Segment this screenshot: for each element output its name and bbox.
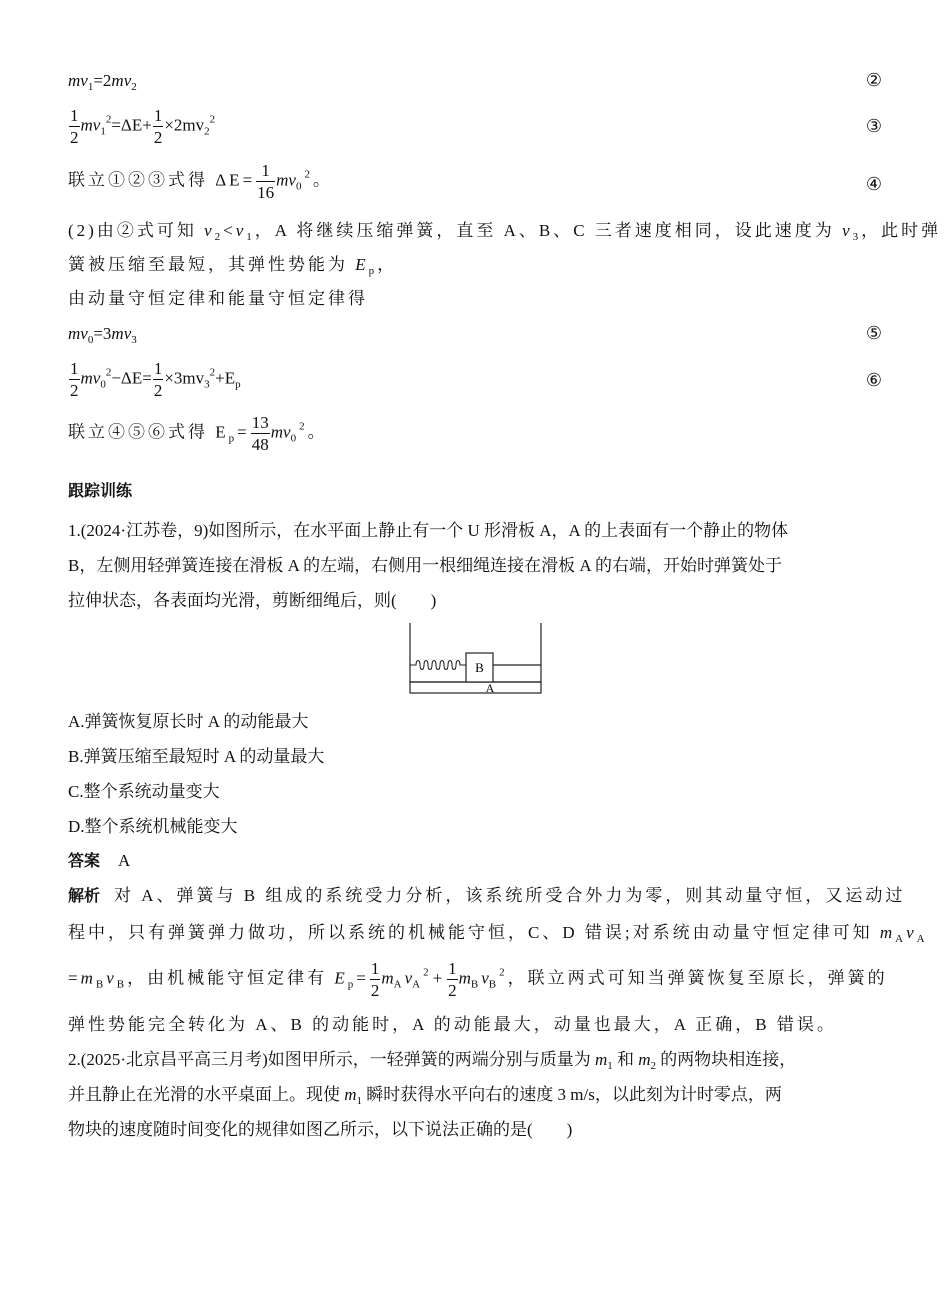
var: m [344,1085,357,1104]
term: ×3mv [164,368,205,388]
text: 联立①②③式得 ΔE= [68,170,256,190]
text: 的两物块相连接， [656,1050,797,1069]
numerator: 1 [153,359,163,378]
text: 联立④⑤⑥式得 E [68,422,229,442]
q1-stem-line3: 拉伸状态，各表面均光滑，剪断细绳后，则( ) [68,591,437,610]
var: v [842,221,853,240]
eq2-sub: 1 [87,81,94,93]
sub: 2 [214,231,224,243]
sub: p [368,265,378,277]
q1-analysis-line4: 弹性势能完全转化为 A、B 的动能时，A 的动能最大，动量也最大，A 正确，B 错误。 [68,1015,837,1034]
denominator: 2 [153,128,163,147]
sup: 2 [105,113,112,126]
term: mv [80,115,101,135]
sub: 3 [204,378,210,391]
section-title: 跟踪训练 [68,481,133,500]
denominator: 2 [70,128,79,147]
eq2-v: v [80,71,88,90]
q1-stem-line2: B，左侧用轻弹簧连接在滑板 A 的左端，右侧用一根细绳连接在滑板 A 的右端，开始时弹簧处于 [68,556,783,575]
q2-stem-line1 [68,1051,796,1072]
numerator: 1 [70,359,79,378]
text: 。 [312,170,333,190]
eq-sign: =ΔE+ [111,115,152,135]
sub: 0 [100,378,106,391]
eq2-m: m [68,71,81,90]
var: v [204,221,215,240]
equation-number-5: ⑤ [865,323,883,343]
denominator: 48 [251,435,269,454]
sub: 1 [607,1060,613,1072]
q1-analysis-line2 [68,924,928,945]
sub: B [116,978,128,991]
var: v [906,923,917,942]
denominator: 2 [448,981,457,1000]
equation-3 [68,107,215,146]
q1-analysis-line3 [68,960,888,999]
term: mv [68,324,88,343]
text: < [223,221,236,240]
fraction [153,107,164,146]
numerator: 1 [448,959,457,978]
equation-4 [68,162,333,201]
equation-2 [68,72,137,93]
sub: p [228,432,238,445]
sub: 1 [356,1095,363,1107]
term: mv [276,170,296,190]
q2-stem-line3: 物块的速度随时间变化的规律如图乙所示，以下说法正确的是( ) [68,1120,573,1139]
var: m [594,1050,608,1069]
q1-figure [400,620,550,700]
spring-icon [410,661,466,670]
eq-sign: −ΔE= [111,368,152,388]
eq2-rsub: 2 [131,81,137,93]
equation-number-4: ④ [865,174,883,194]
sub: 0 [290,432,300,445]
analysis-label: 解析 [68,886,101,905]
var: v [106,968,117,988]
var: m [638,1050,651,1069]
term: mv [111,324,132,343]
part2-line3: 由动量守恒定律和能量守恒定律得 [68,289,368,308]
fraction [69,107,80,146]
var: m [458,968,471,988]
text: (2)由②式可知 [68,221,205,240]
text: 和 [612,1050,639,1069]
q1-analysis-line1 [68,887,905,904]
sub: 0 [295,180,305,193]
equation-7 [68,414,328,453]
term: mv [270,422,291,442]
fraction [251,414,270,453]
sub: 1 [100,125,106,138]
q1-option-a: A.弹簧恢复原长时 A 的动能最大 [68,712,309,731]
sub: B [470,978,482,991]
text: 瞬时获得水平向右的速度 3 m/s，以此刻为计时零点，两 [362,1085,782,1104]
part2-line2 [68,256,397,277]
sub: 1 [246,231,255,243]
q1-answer [68,852,130,869]
sub: 0 [87,334,94,346]
fraction [256,162,275,201]
text: 程中，只有弹簧弹力做功，所以系统的机械能守恒，C、D 错误;对系统由动量守恒定律可知 [68,923,880,942]
var: m [879,923,896,942]
label-a: A [485,681,495,695]
part2-line1 [68,222,941,243]
var: E [334,968,348,988]
sup: 2 [499,966,508,979]
text: 。 [307,422,328,442]
text: ，A 将继续压缩弹簧，直至 A、B、C 三者速度相同，设此速度为 [254,221,843,240]
numerator: 1 [153,106,163,125]
sup: 2 [304,168,313,181]
eq2-eq: =2 [93,71,112,90]
q1-option-c: C.整个系统动量变大 [68,782,220,801]
text: ， [377,255,398,274]
eq2-rv: v [123,71,132,90]
fraction [447,960,458,999]
sub: B [488,978,500,991]
q2-stem-line2 [68,1086,782,1107]
sup: 2 [423,966,432,979]
eq-sign: =3 [93,324,112,343]
text: 2.(2025·北京昌平高三月考)如图甲所示，一轻弹簧的两端分别与质量为 [68,1050,595,1069]
text: ，此时弹 [861,221,942,240]
var: m [80,968,96,988]
sub: A [916,933,928,945]
text: = [68,968,81,988]
sub: 2 [650,1060,657,1072]
fraction [69,360,80,399]
text: ，联立两式可知当弹簧恢复至原长，弹簧的 [507,968,888,988]
label-b: B [475,660,484,675]
sub: 3 [852,231,862,243]
fraction [370,960,381,999]
var: v [235,221,247,240]
sub: p [347,978,357,991]
sub: A [393,978,405,991]
fraction [153,360,164,399]
text: ，由机械能守恒定律有 [127,968,335,988]
numerator: 1 [261,161,270,180]
equation-number-2: ② [865,70,883,90]
var: v [404,968,413,988]
denominator: 2 [70,381,79,400]
denominator: 16 [257,183,275,202]
denominator: 2 [370,981,380,1000]
sup: 2 [209,113,216,126]
sub: A [895,933,907,945]
text: 对 A、弹簧与 B 组成的系统受力分析，该系统所受合外力为零，则其动量守恒，又运动过 [114,886,906,905]
text: + [431,968,447,988]
board-base [410,682,541,693]
sup: 2 [209,366,216,379]
text: 并且静止在光滑的水平桌面上。现使 [68,1085,345,1104]
equation-5 [68,325,137,346]
var: m [381,968,394,988]
sub: B [95,978,107,991]
equation-6 [68,360,241,399]
denominator: 2 [153,381,163,400]
q1-option-b: B.弹簧压缩至最短时 A 的动量最大 [68,747,325,766]
term: +E [215,368,236,388]
sub: p [235,378,241,391]
answer-label: 答案 [68,851,101,870]
sub: 2 [204,125,210,138]
sub: A [412,978,424,991]
eq-sign: = [237,422,250,442]
eq2-rm: m [111,71,124,90]
var: E [355,255,369,274]
equation-number-3: ③ [865,116,883,136]
numerator: 1 [70,106,79,125]
var: v [481,968,489,988]
answer-value: A [118,851,131,870]
sup: 2 [299,420,308,433]
term: mv [80,368,101,388]
text: = [356,968,369,988]
term: ×2mv [164,115,205,135]
sub: 3 [131,334,137,346]
sup: 2 [105,366,112,379]
equation-number-6: ⑥ [865,370,883,390]
q1-option-d: D.整个系统机械能变大 [68,817,238,836]
numerator: 13 [251,413,269,432]
text: 簧被压缩至最短，其弹性势能为 [68,255,356,274]
q1-stem-line1: 1.(2024·江苏卷，9)如图所示，在水平面上静止有一个 U 形滑板 A，A 的上表面有一个静止的物体 [68,521,789,540]
numerator: 1 [370,959,380,978]
